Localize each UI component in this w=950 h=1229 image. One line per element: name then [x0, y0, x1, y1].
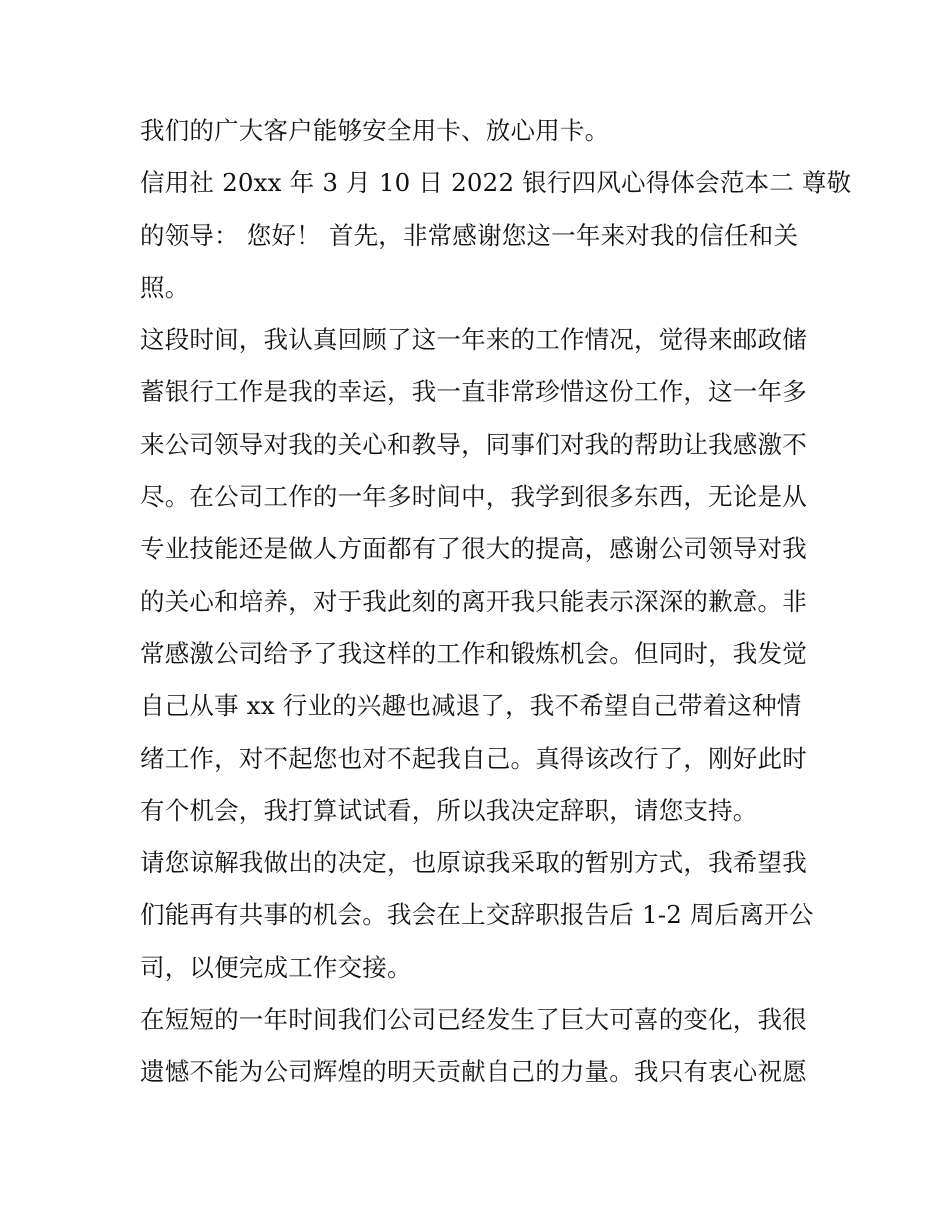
text-line: 来公司领导对我的关心和教导，同事们对我的帮助让我感激不 [140, 429, 807, 459]
text-line: 们能再有共事的机会。我会在上交辞职报告后 1-2 周后离开公 [140, 900, 814, 930]
text-line: 专业技能还是做人方面都有了很大的提高，感谢公司领导对我 [140, 534, 807, 564]
text-line: 信用社 20xx 年 3 月 10 日 2022 银行四风心得体会范本二 尊敬 [140, 168, 852, 198]
text-line: 常感激公司给予了我这样的工作和锻炼机会。但同时，我发觉 [140, 638, 807, 668]
text-line: 有个机会，我打算试试看，所以我决定辞职，请您支持。 [140, 795, 758, 825]
text-line: 绪工作，对不起您也对不起我自己。真得该改行了，刚好此时 [140, 743, 807, 773]
text-line: 在短短的一年时间我们公司已经发生了巨大可喜的变化，我很 [140, 1005, 807, 1035]
text-line: 司，以便完成工作交接。 [140, 952, 412, 982]
text-line: 这段时间，我认真回顾了这一年来的工作情况，觉得来邮政储 [140, 325, 807, 355]
document-body [140, 105, 852, 1099]
text-line: 的关心和培养，对于我此刻的离开我只能表示深深的歉意。非 [140, 586, 807, 616]
text-line: 尽。在公司工作的一年多时间中，我学到很多东西，无论是从 [140, 482, 807, 512]
text-line: 照。 [140, 272, 190, 302]
text-line: 请您谅解我做出的决定，也原谅我采取的暂别方式，我希望我 [140, 848, 807, 878]
text-line: 我们的广大客户能够安全用卡、放心用卡。 [140, 116, 610, 145]
text-line: 遗憾不能为公司辉煌的明天贡献自己的力量。我只有衷心祝愿 [140, 1057, 807, 1087]
text-line: 自己从事 xx 行业的兴趣也减退了，我不希望自己带着这种情 [140, 691, 802, 721]
text-line: 的领导： 您好！ 首先，非常感谢您这一年来对我的信任和关 [140, 220, 799, 250]
text-line: 蓄银行工作是我的幸运，我一直非常珍惜这份工作，这一年多 [140, 377, 807, 407]
